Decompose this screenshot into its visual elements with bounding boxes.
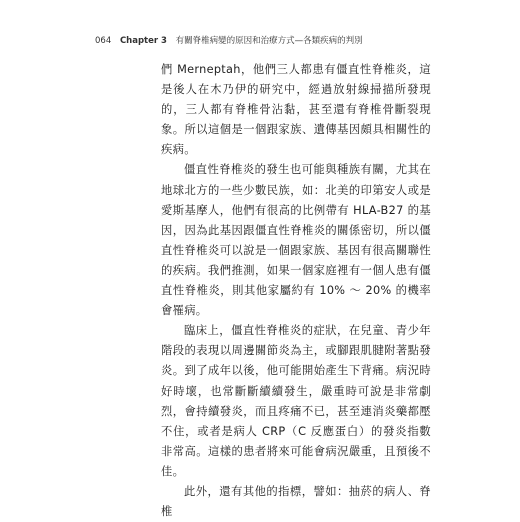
running-header bbox=[95, 35, 363, 47]
chapter-title: 有關脊椎病變的原因和治療方式—各類疾病的判別 bbox=[175, 36, 363, 46]
paragraph-2: 僵直性脊椎炎的發生也可能與種族有關，尤其在地球北方的一些少數民族，如：北美的印第安人或是愛斯基摩人，他們有很高的比例帶有 HLA-B27 的基因，因為此基因跟僵直性脊椎炎的關係密切，所以僵直性脊椎炎可以說是一個跟家族、基因有很高關聯性的疾病。我們推測，如果一個家庭裡有一個人患有僵直性脊椎炎，則其他家屬約有 10% ～ 20% 的機率會罹病。 bbox=[161, 163, 431, 318]
chapter-label: Chapter 3 bbox=[119, 36, 167, 46]
paragraph-4: 此外，還有其他的指標，譬如：抽菸的病人、脊椎 bbox=[161, 484, 431, 519]
page-number: 064 bbox=[95, 36, 112, 46]
body-text bbox=[161, 60, 431, 522]
paragraph-3: 臨床上，僵直性脊椎炎的症狀，在兒童、青少年階段的表現以周邊關節炎為主，或腳跟肌腱附著點發炎。到了成年以後，他可能開始產生下背痛。病況時好時壞，也常斷斷續續發生，嚴重時可說是非常劇烈，會持續發炎，而且疼痛不已，甚至連消炎藥都壓不住，或者是病人 CRP（C 反應蛋白）的發炎指數非常高。這樣的患者將來可能會病況嚴重，且預後不佳。 bbox=[161, 324, 431, 478]
paragraph-1: 們 Merneptah，他們三人都患有僵直性脊椎炎，這是後人在木乃伊的研究中，經過放射線掃描所發現的，三人都有脊椎骨沾黏，甚至還有脊椎骨斷裂現象。所以這個是一個跟家族、遺傳基因頗具相關性的疾病。 bbox=[161, 63, 431, 157]
